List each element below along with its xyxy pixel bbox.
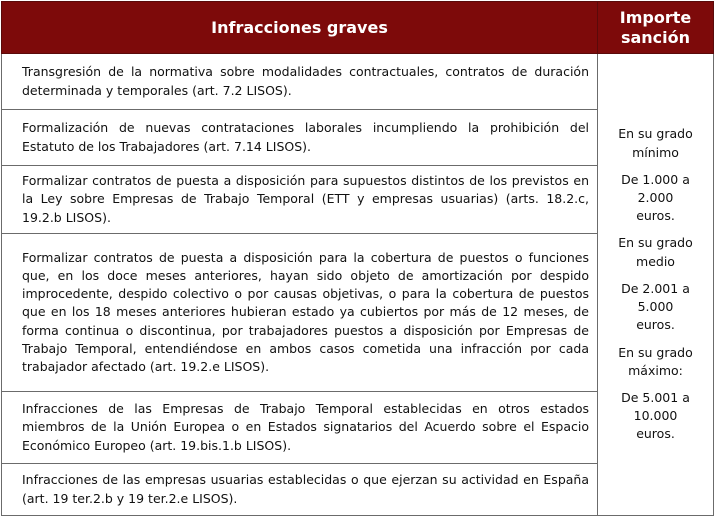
sanction-min-amount-2: 2.000: [637, 190, 674, 206]
infraction-cell: Formalización de nuevas contrataciones laborales incumpliendo la prohibición del Estatuto de los Trabajadores (art. 7.14 LISOS).: [2, 110, 598, 166]
sanction-min-amount-1: De 1.000 a: [621, 171, 690, 187]
sanction-min-grade-1: En su grado: [618, 126, 693, 142]
sanction-max-amount-3: euros.: [636, 426, 675, 442]
infraction-cell: Infracciones de las Empresas de Trabajo Temporal establecidas en otros estados miembros de la Unión Europea o en Estados signatarios del Acuerdo sobre el Espacio Económico Europeo (art. 19.bis.1.b LISOS).: [2, 392, 598, 464]
infraction-cell: Formalizar contratos de puesta a disposición para supuestos distintos de los previstos en la Ley sobre Empresas de Trabajo Temporal (ETT y empresas usuarias) (arts. 18.2.c, 19.2.b LISOS).: [2, 166, 598, 234]
table-row: [2, 54, 714, 110]
sanction-mid-amount-2: 5.000: [637, 299, 674, 315]
infractions-table: [1, 1, 714, 516]
header-sanction-line1: Importe: [619, 7, 692, 27]
header-sanction-line2: sanción: [620, 27, 691, 47]
sanction-cell: [598, 54, 714, 516]
sanction-min-amount-3: euros.: [636, 208, 675, 224]
header-infractions: [2, 2, 598, 54]
infraction-cell: Transgresión de la normativa sobre modalidades contractuales, contratos de duración determinada y temporales (art. 7.2 LISOS).: [2, 54, 598, 110]
header-infractions-label: Infracciones graves: [211, 17, 388, 37]
sanction-mid-amount-3: euros.: [636, 317, 675, 333]
header-sanction: [598, 2, 714, 54]
sanction-max-amount-1: De 5.001 a: [621, 389, 690, 405]
sanction-max-amount-2: 10.000: [633, 408, 678, 424]
sanction-mid-amount-1: De 2.001 a: [621, 280, 690, 296]
table-header-row: [2, 2, 714, 54]
sanction-min-grade-2: mínimo: [632, 144, 679, 160]
infraction-cell: Infracciones de las empresas usuarias establecidas o que ejerzan su actividad en España (art. 19 ter.2.b y 19 ter.2.e LISOS).: [2, 464, 598, 516]
sanction-mid-grade-2: medio: [636, 253, 675, 269]
sanction-max-grade-2: máximo:: [628, 362, 683, 378]
sanction-max-grade-1: En su grado: [618, 344, 693, 360]
infraction-cell: Formalizar contratos de puesta a disposición para la cobertura de puestos o funciones que, en los doce meses anteriores, hayan sido objeto de amortización por despido improcedente, despido colectivo o por causas objetivas, o para la cobertura de puestos que en los 18 meses anteriores hubieran estado ya cubiertos por más de 12 meses, de forma continua o discontinua, por trabajadores puestos a disposición por Empresas de Trabajo Temporal, entendiéndose en ambos casos cometida una infracción por cada trabajador afectado (art. 19.2.e LISOS).: [2, 234, 598, 392]
sanction-mid-grade-1: En su grado: [618, 235, 693, 251]
